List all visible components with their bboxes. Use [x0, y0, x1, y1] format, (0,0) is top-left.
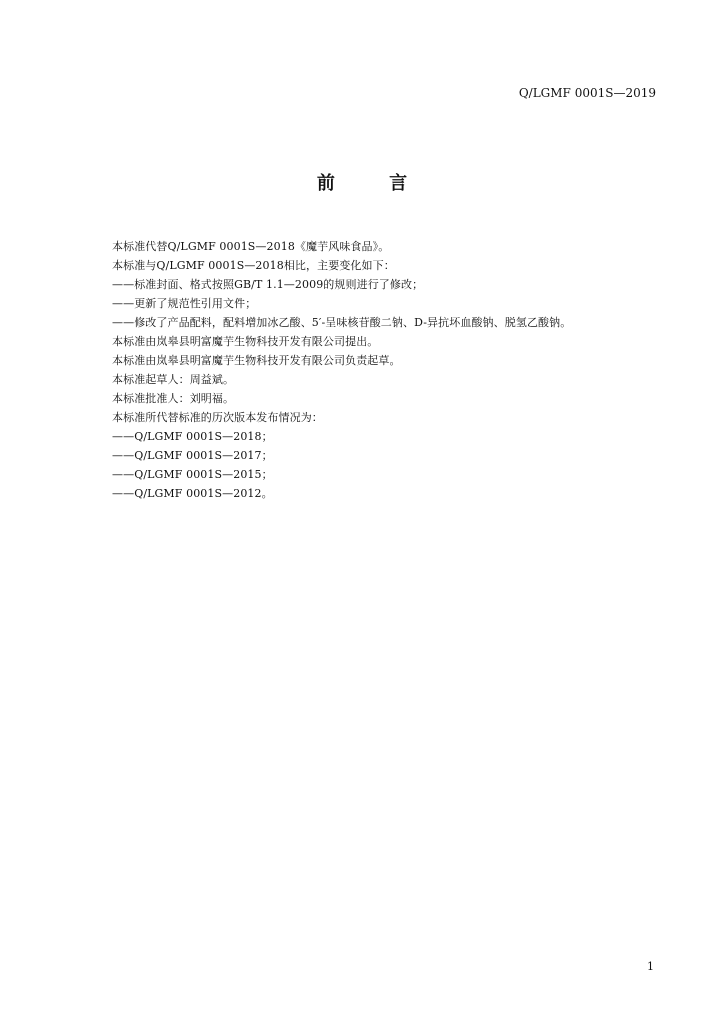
body-line: ——更新了规范性引用文件； — [112, 297, 257, 310]
page-number: 1 — [647, 960, 654, 973]
body-line: ——标准封面、格式按照GB/T 1.1—2009的规则进行了修改； — [112, 278, 424, 291]
body-line: ——Q/LGMF 0001S—2018； — [112, 430, 273, 443]
page-title: 前 言 — [316, 173, 432, 194]
body-line: ——修改了产品配料，配料增加冰乙酸、5′-呈味核苷酸二钠、D-异抗坏血酸钠、脱氢乙酸钠。 — [112, 316, 572, 329]
body-line: ——Q/LGMF 0001S—2017； — [112, 449, 273, 462]
body-line: ——Q/LGMF 0001S—2015； — [112, 468, 273, 481]
foreword-body — [112, 237, 672, 503]
body-line: ——Q/LGMF 0001S—2012。 — [112, 487, 273, 500]
standard-code: Q/LGMF 0001S—2019 — [518, 86, 656, 100]
body-line: 本标准起草人：周益斌。 — [112, 373, 235, 386]
body-line: 本标准所代替标准的历次版本发布情况为： — [112, 411, 323, 424]
body-line: 本标准与Q/LGMF 0001S—2018相比，主要变化如下： — [112, 259, 395, 272]
body-line: 本标准批准人：刘明福。 — [112, 392, 235, 405]
body-line: 本标准代替Q/LGMF 0001S—2018《魔芋风味食品》。 — [112, 240, 390, 253]
body-line: 本标准由岚皋县明富魔芋生物科技开发有限公司负责起草。 — [112, 354, 401, 367]
body-line: 本标准由岚皋县明富魔芋生物科技开发有限公司提出。 — [112, 335, 379, 348]
